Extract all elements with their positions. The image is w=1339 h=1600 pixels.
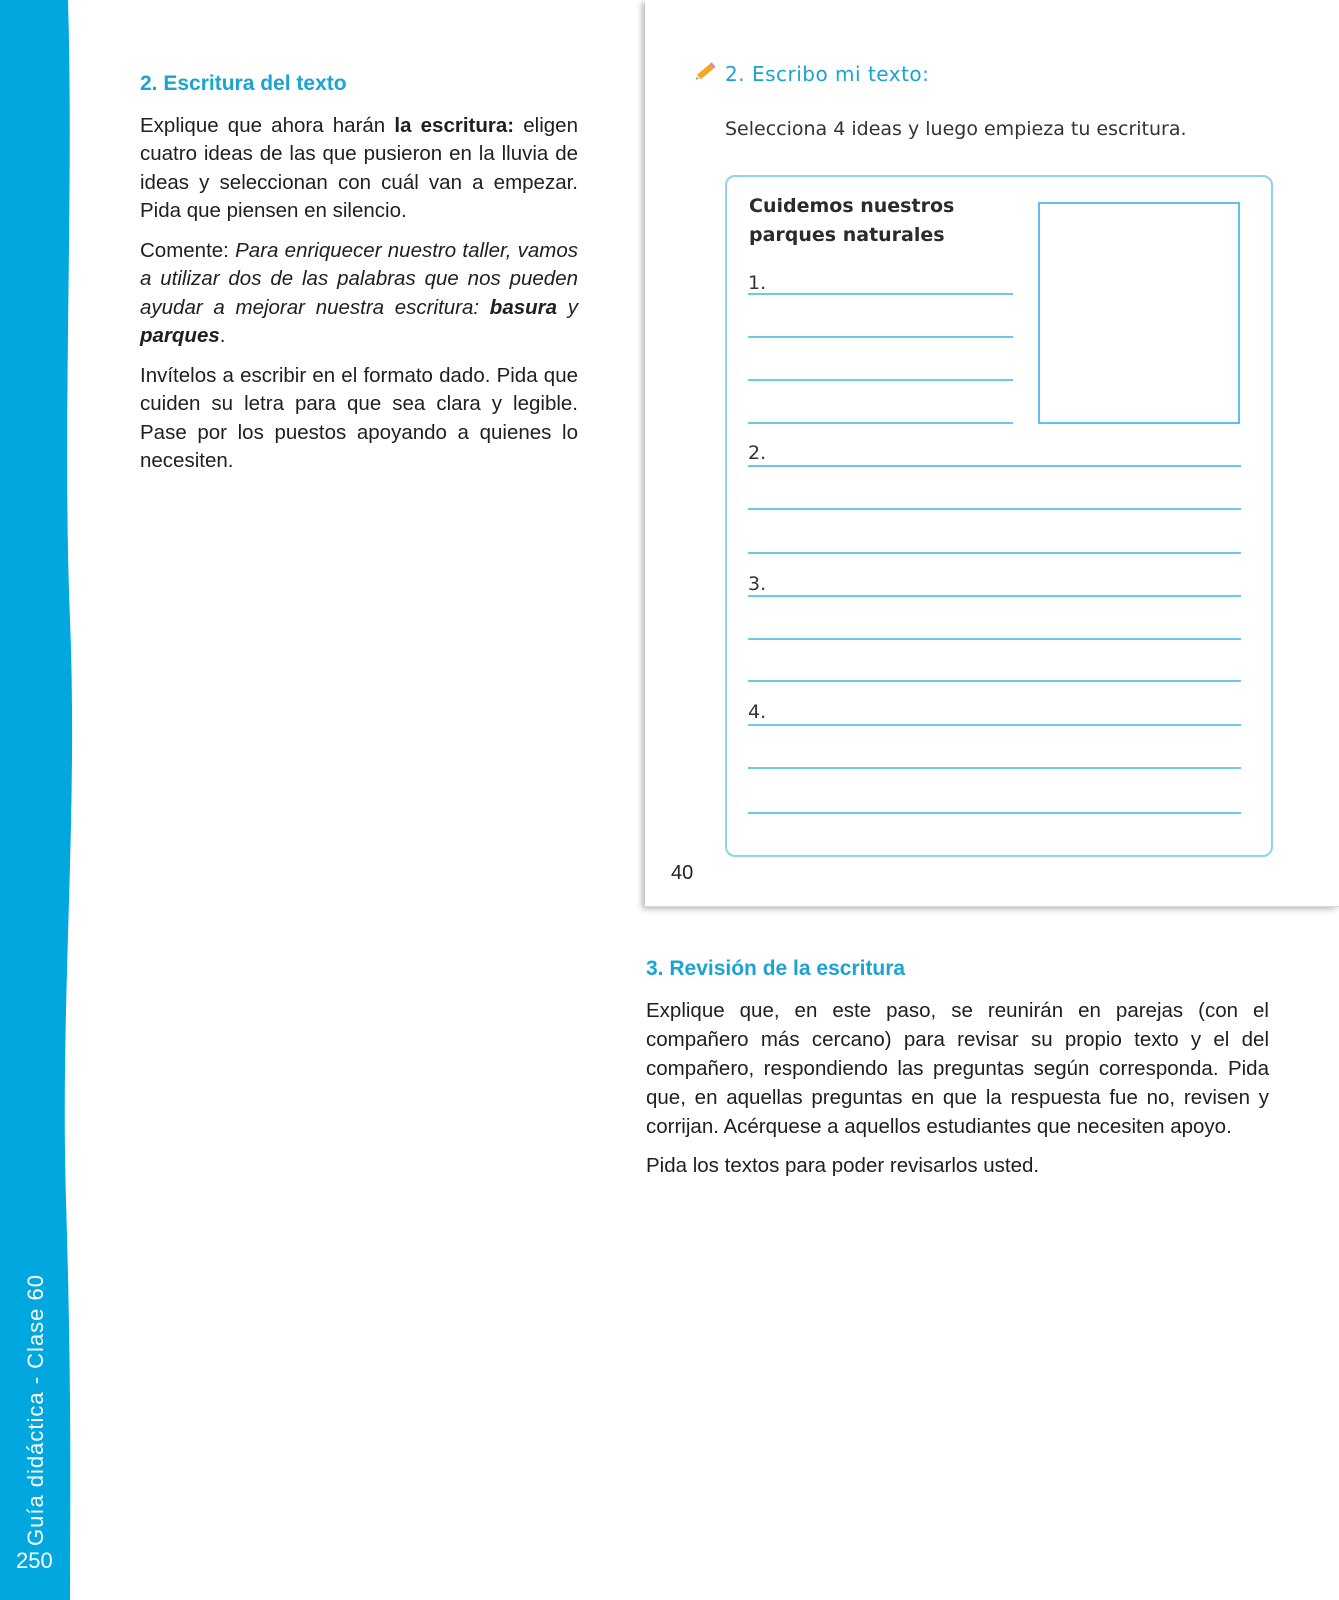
guide-label: Guía didáctica - Clase 60	[23, 1273, 48, 1547]
writing-line	[748, 508, 1241, 510]
writing-line	[748, 724, 1241, 726]
writing-line	[748, 767, 1241, 769]
section-heading: 2. Escritura del texto	[140, 72, 347, 95]
writing-line	[748, 638, 1241, 640]
section-writing	[140, 70, 578, 487]
paragraph: Comente: Para enriquecer nuestro taller, vamos a utilizar dos de las palabras que nos pueden ayudar a mejorar nuestra escritura: basura y parques.	[140, 238, 579, 347]
writing-line	[748, 595, 1241, 597]
writing-line	[748, 552, 1241, 554]
section-revision	[646, 955, 1269, 1192]
writing-line	[748, 336, 1013, 338]
writing-line	[748, 465, 1241, 467]
drawing-box	[1038, 202, 1240, 424]
writing-line	[748, 293, 1013, 295]
paragraph: Invítelos a escribir en el formato dado. Pida que cuiden su letra para que sea clara y legible. Pase por los puestos apoyando a quienes lo necesiten.	[140, 363, 578, 472]
paragraph: Explique que ahora harán la escritura: eligen cuatro ideas de las que pusieron en la lluvia de ideas y seleccionan con cuál van a empezar. Pida que piensen en silencio.	[140, 113, 578, 222]
writing-line	[748, 680, 1241, 682]
pencil-icon	[693, 58, 719, 84]
paragraph: Pida los textos para poder revisarlos usted.	[646, 1154, 1040, 1178]
paragraph: Explique que, en este paso, se reunirán en parejas (con el compañero más cercano) para revisar su propio texto y el del compañero, respondiendo las preguntas según corresponda. Pida que, en aquellas preguntas en que la respuesta fue no, revisen y corrijan. Acérquese a aquellos estudiantes que necesiten apoyo.	[646, 998, 1269, 1138]
item-number: 4.	[748, 701, 767, 723]
workbook-page-number: 40	[671, 862, 694, 884]
workbook-page	[645, 0, 1339, 907]
writing-line	[748, 812, 1241, 814]
section-heading: 3. Revisión de la escritura	[646, 957, 906, 980]
item-number: 3.	[748, 573, 767, 595]
writing-line	[748, 422, 1013, 424]
text-title: Cuidemos nuestros parques naturales	[749, 195, 955, 246]
workbook-title: 2. Escribo mi texto:	[725, 62, 930, 86]
item-number: 1.	[748, 272, 767, 294]
page-number: 250	[16, 1548, 53, 1573]
writing-line	[748, 379, 1013, 381]
item-number: 2.	[748, 442, 767, 464]
workbook-instruction: Selecciona 4 ideas y luego empieza tu escritura.	[725, 118, 1187, 140]
